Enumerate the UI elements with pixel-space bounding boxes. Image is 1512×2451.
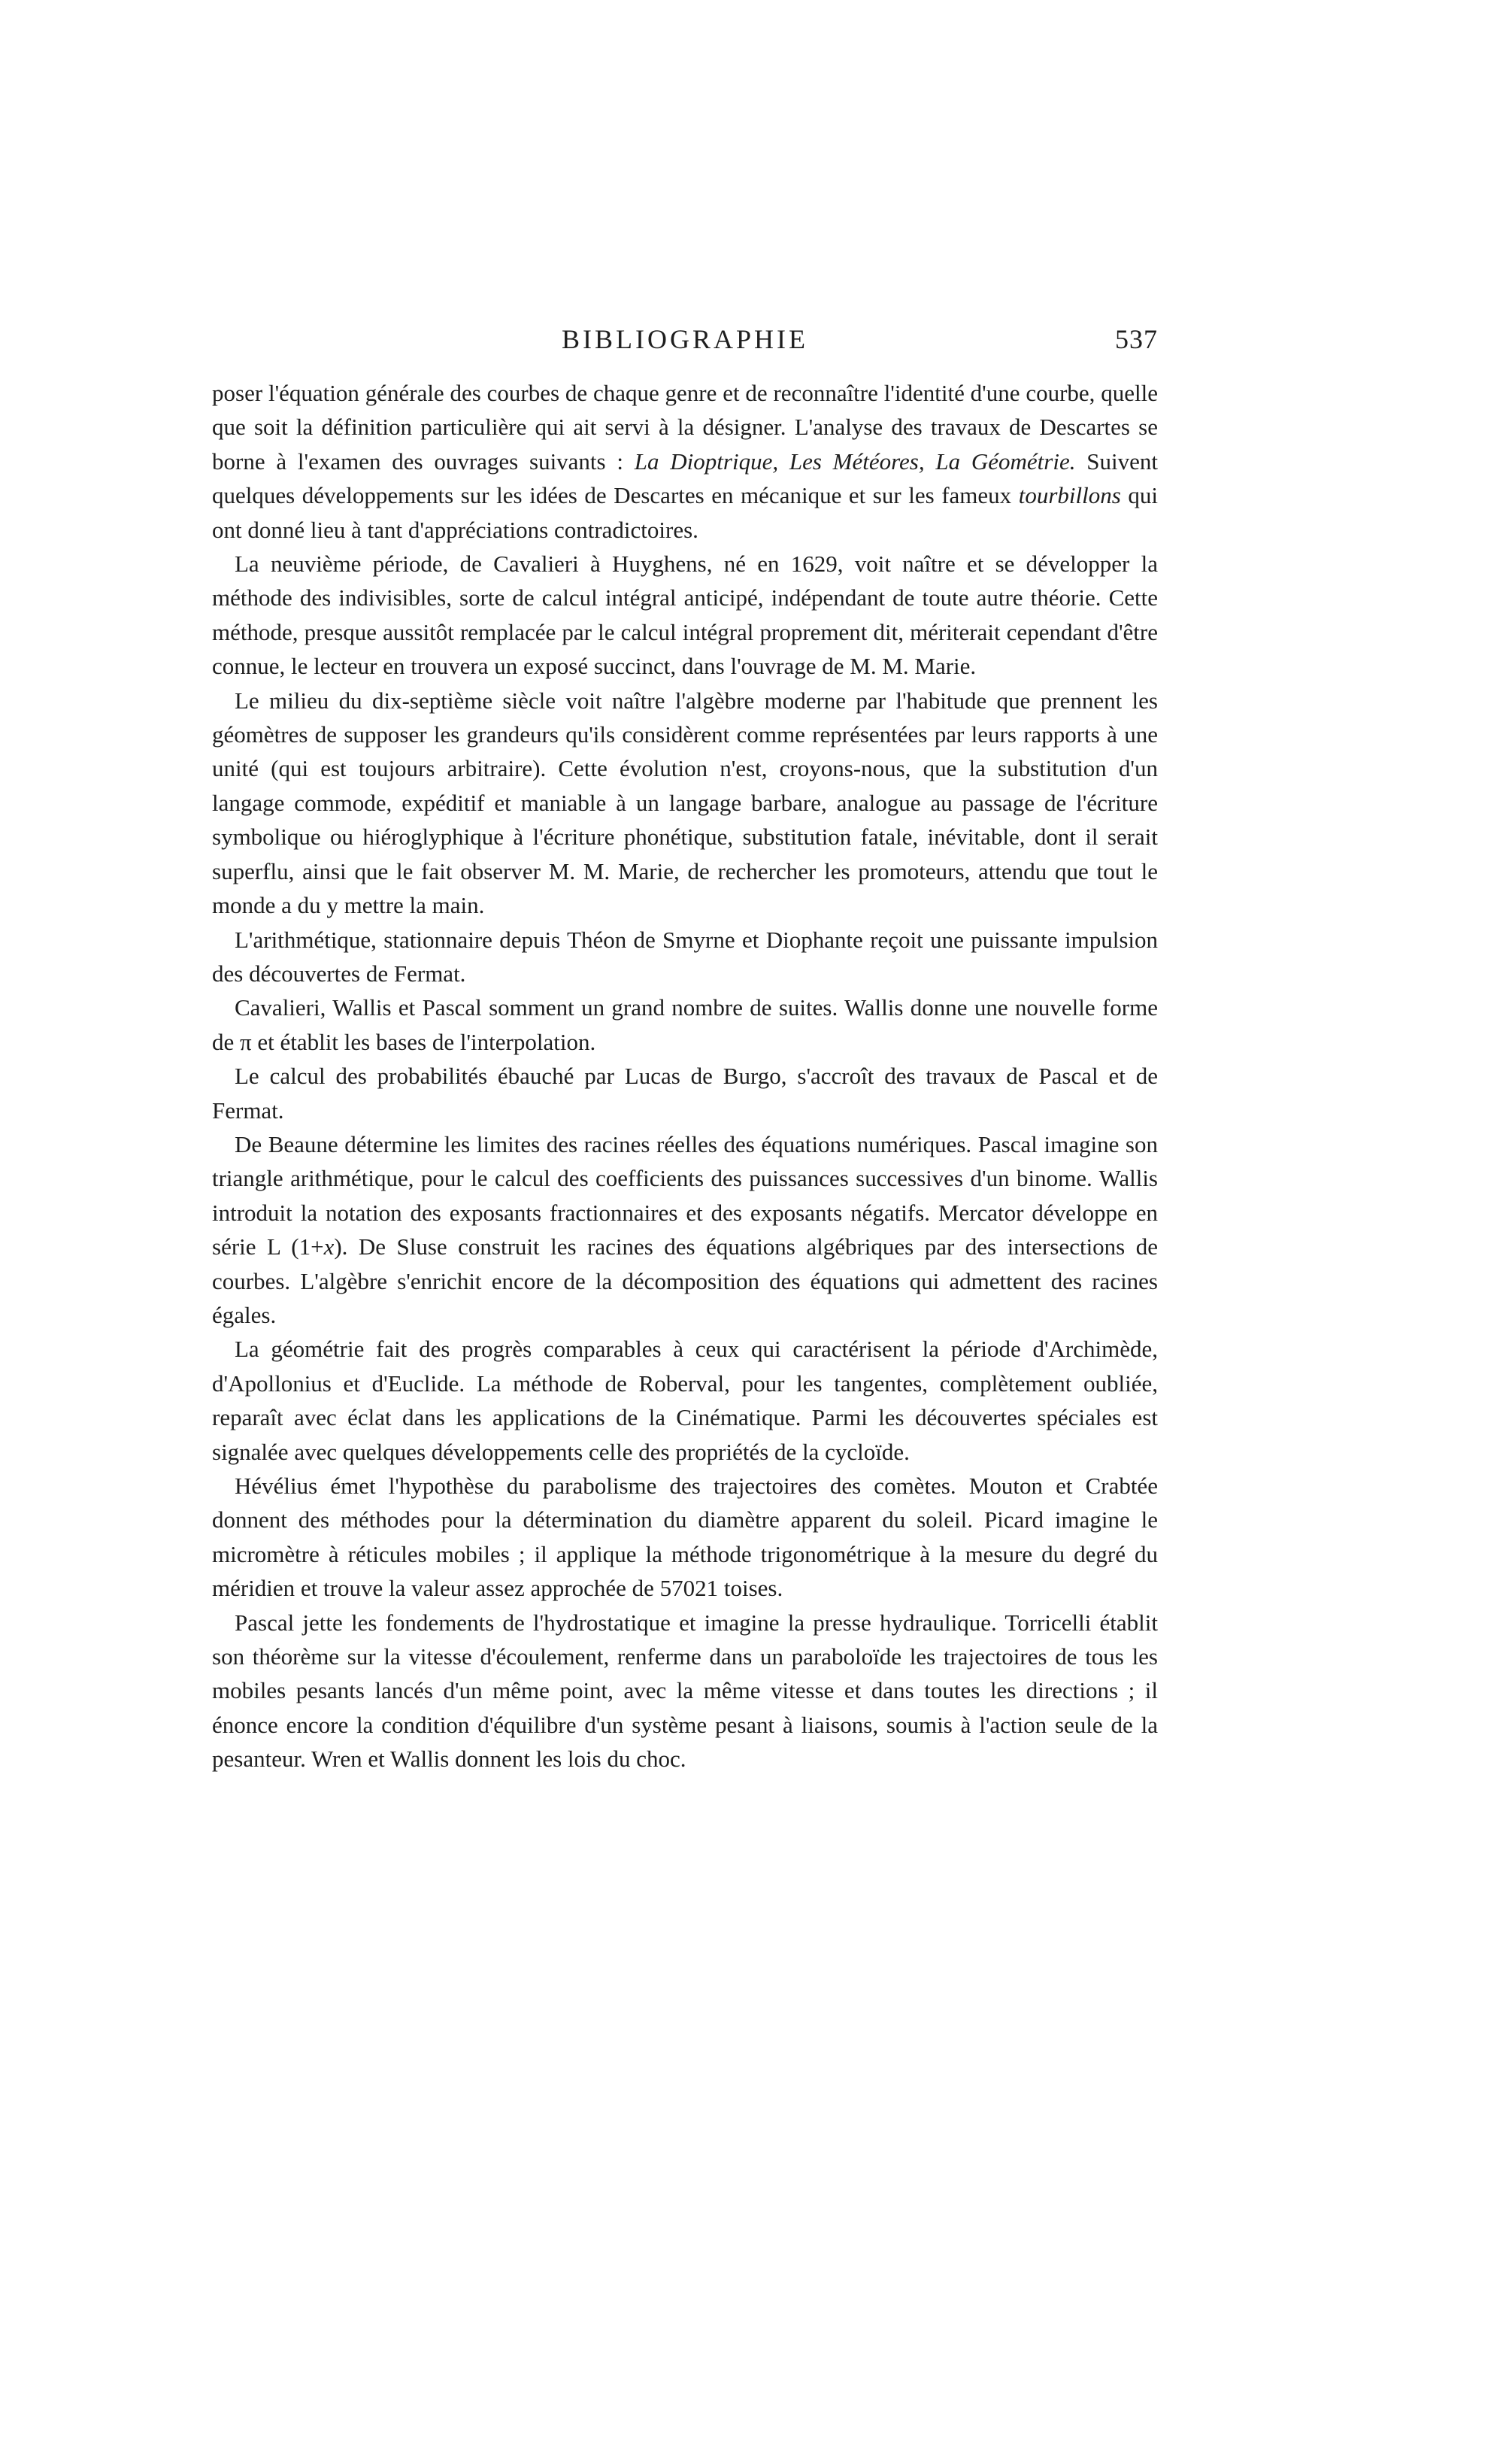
running-title: BIBLIOGRAPHIE	[562, 324, 808, 354]
paragraph-text: poser l'équation générale des courbes de chaque genre et de reconnaître l'identité d'une courbe, quelle que soit la définition particulière qui ait servi à la désigner. L'analyse des travaux de Descartes se borne à l'examen des ouvrages suivants :	[212, 380, 1158, 475]
paragraph-geometry	[212, 1332, 1158, 1469]
paragraph-hydrostatics	[212, 1606, 1158, 1776]
italic-term: tourbillons	[1018, 482, 1121, 509]
paragraph-modern-algebra	[212, 684, 1158, 923]
work-titles: La Dioptrique, Les Météores, La Géométrie.	[634, 447, 1076, 475]
paragraph-text: ). De Sluse construit les racines des équations algébriques par des intersections de courbes. L'algèbre s'enrichit encore de la décomposition des équations qui admettent des racines égales.	[212, 1233, 1158, 1328]
paragraph-text: qui ont donné lieu à tant d'appréciations contradictoires.	[212, 482, 1158, 543]
paragraph-text: Suivent quelques développements sur les idées de Descartes en mécanique et sur les fameux	[212, 447, 1158, 509]
paragraph-series	[212, 990, 1158, 1059]
paragraph-descartes	[212, 376, 1158, 547]
paragraph-text: Hévélius émet l'hypothèse du parabolisme des trajectoires des comètes. Mouton et Crabtée donnent des méthodes pour la détermination du diamètre apparent du soleil. Picard imagine le micromètre à réticules mobiles ; il applique la méthode trigonométrique à la mesure du degré du méridien et trouve la valeur assez approchée de 57021 toises.	[212, 1473, 1158, 1602]
paragraph-text: Cavalieri, Wallis et Pascal somment un grand nombre de suites. Wallis donne une nouvelle forme de π et établit les bases de l'interpolation.	[212, 994, 1158, 1055]
page-number: 537	[1115, 324, 1158, 354]
paragraph-text: Pascal jette les fondements de l'hydrostatique et imagine la presse hydraulique. Torricelli établit son théorème sur la vitesse d'écoulement, renferme dans un paraboloïde les trajectoires de tous les mobiles pesants lancés d'un même point, avec la même vitesse et dans toutes les directions ; il énonce encore la condition d'équilibre d'un système pesant à liaisons, soumis à l'action seule de la pesanteur. Wren et Wallis donnent les lois du choc.	[212, 1609, 1158, 1773]
paragraph-text: La neuvième période, de Cavalieri à Huyghens, né en 1629, voit naître et se développer la méthode des indivisibles, sorte de calcul intégral anticipé, indépendant de toute autre théorie. Cette méthode, presque aussitôt remplacée par le calcul intégral proprement dit, mériterait cependant d'être connue, le lecteur en trouvera un exposé succinct, dans l'ouvrage de M. M. Marie.	[212, 551, 1158, 680]
math-variable: x	[323, 1233, 335, 1260]
body-text	[212, 376, 1158, 1776]
paragraph-equations	[212, 1127, 1158, 1332]
paragraph-text: La géométrie fait des progrès comparables à ceux qui caractérisent la période d'Archimède, d'Apollonius et d'Euclide. La méthode de Roberval, pour les tangentes, complètement oubliée, reparaît avec éclat dans les applications de la Cinématique. Parmi les découvertes spéciales est signalée avec quelques développements celle des propriétés de la cycloïde.	[212, 1336, 1158, 1465]
paragraph-probabilities	[212, 1059, 1158, 1127]
running-head	[212, 323, 1158, 369]
paragraph-text: Le milieu du dix-septième siècle voit naître l'algèbre moderne par l'habitude que prennent les géomètres de supposer les grandeurs qu'ils considèrent comme représentées par leurs rapports à une unité (qui est toujours arbitraire). Cette évolution n'est, croyons-nous, que la substitution d'un langage commode, expéditif et maniable à un langage barbare, analogue au passage de l'écriture symbolique ou hiéroglyphique à l'écriture phonétique, substitution fatale, inévitable, dont il serait superflu, ainsi que le fait observer M. M. Marie, de rechercher les promoteurs, attendu que tout le monde a du y mettre la main.	[212, 687, 1158, 919]
paragraph-text: L'arithmétique, stationnaire depuis Théon de Smyrne et Diophante reçoit une puissante impulsion des découvertes de Fermat.	[212, 926, 1158, 987]
paragraph-astronomy	[212, 1469, 1158, 1606]
paragraph-arithmetic	[212, 923, 1158, 991]
paragraph-text: De Beaune détermine les limites des racines réelles des équations numériques. Pascal imagine son triangle arithmétique, pour le calcul des coefficients des puissances successives d'un binome. Wallis introduit la notation des exposants fractionnaires et des exposants négatifs. Mercator développe en série L (1+	[212, 1130, 1158, 1260]
paragraph-ninth-period	[212, 547, 1158, 684]
paragraph-text: Le calcul des probabilités ébauché par Lucas de Burgo, s'accroît des travaux de Pascal et de Fermat.	[212, 1063, 1158, 1124]
